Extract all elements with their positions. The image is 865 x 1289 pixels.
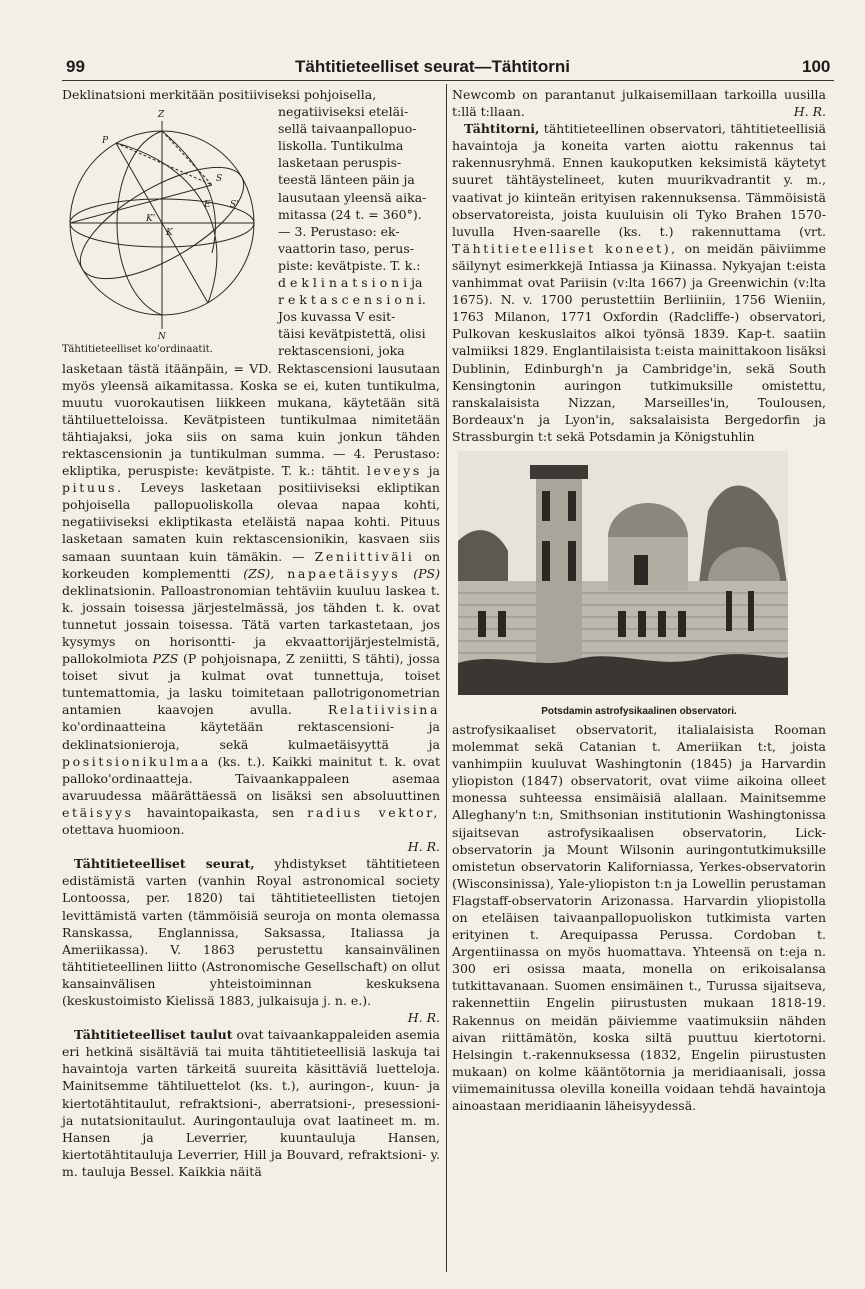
line-11: piste: kevätpiste. T. k.: <box>278 257 421 273</box>
signature-2: H. R. <box>407 1010 440 1026</box>
column-divider <box>446 84 447 1272</box>
page-number-left: 99 <box>66 57 85 76</box>
signature-1: H. R. <box>407 839 440 855</box>
line-5: lasketaan peruspis- <box>278 155 402 171</box>
label-k-prime: K' <box>146 214 156 225</box>
line-4: liskolla. Tuntikulma <box>278 138 404 154</box>
line-15: täisi kevätpistettä, olisi <box>278 326 426 342</box>
entry-societies: Tähtitieteelliset seurat, yhdistykset tähtitieteen edistämistä varten (vanhin Royal astronomical society Lontoossa, per. 1820) tai tähtitieteellisten tietojen levittämistä varten (tämmöisiä seuroja on monta olemassa Ranskassa, Englannissa, Saksassa, Italiassa ja Ameriikassa). V. 1863 perustettu kansainvälinen tähtitieteellinen liitto (Astronomische Gesellschaft) on ollut kansainvälisen yhteistoiminnan keskuksena (keskustoimisto Kielissä 1883, julkaisuja j. n. e.). <box>62 856 440 1008</box>
line-16: rektascensioni, joka <box>278 343 405 359</box>
potsdam-observatory-picture <box>458 451 788 695</box>
page-header <box>0 0 865 80</box>
observatory-photo <box>452 451 826 717</box>
celestial-sphere-diagram <box>62 103 262 339</box>
figure-caption: Tähtitieteelliset ko'ordinaatit. <box>62 344 213 356</box>
line-8: mitassa (24 t. = 360°). <box>278 206 422 222</box>
line-10: vaattorin taso, perus- <box>278 240 414 256</box>
line-6: teestä länteen päin ja <box>278 172 415 188</box>
line-9: — 3. Perustaso: ek- <box>278 223 400 239</box>
right-column <box>452 86 826 1114</box>
header-rule <box>62 80 834 81</box>
label-s-prime: S' <box>230 200 239 211</box>
entry-heading-societies: Tähtitieteelliset seurat, <box>74 856 255 872</box>
label-k: K <box>166 228 173 239</box>
left-column <box>62 86 440 1180</box>
label-n: N <box>158 332 166 340</box>
line-3: sellä taivaanpallopuo- <box>278 121 417 137</box>
running-title: Tähtitieteelliset seurat—Tähtitorni <box>295 57 570 76</box>
label-z: Z <box>158 110 165 121</box>
line-12: d e k l i n a t s i o n i ja <box>278 275 423 291</box>
line-14: Jos kuvassa V esit- <box>278 309 396 325</box>
label-s: S <box>216 174 223 185</box>
observatories-continuation: astrofysikaaliset observatorit, italialaisista Rooman molemmat sekä Catanian t. Ameriikan t:t, joista vanhimpiin kuuluvat Washingtonin (1845) ja Harvardin yliopiston (1847) observatorit, ovat viime aikoina olleet monessa suhteessa ensimäisiä alallaan. Mainitsemme Alleghany'n t:n, Smithsonian institutionin Washingtonissa sijaitsevan astrofysikaalisen observatorin, Lick-observatorin ja Mount Wilsonin auringontutkimuksille omistetun observatorin Kaliforniassa, Yerkes-observatorin (Wisconsinissa), Yale-yliopiston t:n ja Lowellin perustaman Flagstaff-observatorin Arizonassa. Harvardin yliopistolla on eteläisen taivaanpallopuoliskon tutkimista varten erityinen t. Arequipassa Perussa. Cordoban t. Argentiinassa on myös huomattava. Yhteensä on t:eja n. 300 eri osissa maata, monella on erikoisalansa tutkittavanaan. Suomen ensimäinen t., Turussa sijaitseva, rakennettiin Engelin piirustusten mukaan 1818-19. Rakennus on meidän päiviemme vaatimuksiin nähden aivan riittämätön, koska siltä puuttuu kiertotorni. Helsingin t.-rakennuksessa (1832, Engelin piirustusten mukaan) on kolme kääntötornia ja meridiaanisali, jossa viimemainitussa olevilla koneilla voidaan tehdä havaintoja ainoastaan meridiaanin läheisyydessä. <box>452 721 826 1114</box>
photo-caption: Potsdamin astrofysikaalinen observatori. <box>541 705 737 717</box>
coordinate-diagram <box>62 103 274 355</box>
label-e: E <box>204 200 211 211</box>
entry-observatory: Tähtitorni, tähtitieteellinen observatori, tähtitieteellisiä havaintoja ja koneita varten aiottu rakennus tai rakennusryhmä. Ennen kaukoputken keksimistä käytetyt suuret tähtäystelineet, kuten muurikvadrantit y. m., vaativat jo kiinteän erityisen rakennuksensa. Tämmöisistä observatoreista, joista kuuluisin oli Tyko Brahen 1570-luvulla Hven-saarelle (ks. t.) rakennuttama (vrt. Tähtitieteelliset koneet), on meidän päiviimme säilynyt esimerkkejä Intiassa ja Kiinassa. Nykyajan t:eista vanhimmat ovat Pariisin (v:lta 1667) ja Greenwichin (v:lta 1675). N. v. 1700 perustettiin Berliiniin, 1756 Wieniin, 1763 Milanon, 1771 Oxfordin (Radcliffe-) observatori, Pulkovan keskuslaitos alkoi työnsä 1839. Kap-t. saatiin valmiiksi 1829. Englantilaisista t:eista mainittakoon lisäksi Dublinin, Edinburgh'n ja Cambridge'in, sekä South Kensingtonin auringon tutkimuksille omistettu, ranskalaisista Nizzan, Marseilles'in, Toulousen, Bordeaux'n ja Lyon'in, saksalaisista Bergedorfin ja Strassburgin t:t sekä Potsdamin ja Königstuhlin <box>452 121 826 444</box>
line-2: negatiiviseksi eteläi- <box>278 104 409 120</box>
line-13: r e k t a s c e n s i o n i. <box>278 292 426 308</box>
label-p: P <box>102 136 109 147</box>
entry-heading-tables: Tähtitieteelliset taulut <box>74 1027 233 1043</box>
first-line: Deklinatsioni merkitään positiiviseksi pohjoisella, <box>62 87 377 102</box>
line-7: lausutaan yleensä aika- <box>278 189 427 205</box>
newcomb-paragraph: Newcomb on parantanut julkaisemillaan tarkoilla uusilla t:llä t:llaan. H. R. <box>452 87 826 120</box>
entry-tables: Tähtitieteelliset taulut ovat taivaankappaleiden asemia eri hetkinä sisältäviä tai muita tähtitieteellisiä laskuja tai havaintoja varten tärkeitä suureita käsittäviä luetteloja. Mainitsemme tähtiluettelot (ks. t.), auringon-, kuun- ja kiertotähtitaulut, refraktsioni-, aberratsioni-, presessioni- ja nutatsionitaulut. Auringontauluja ovat laatineet m. m. Hansen ja Leverrier, kuuntauluja Hansen, kiertotähtitauluja Leverrier, Hill ja Bouvard, refraktsioni- y. m. tauluja Bessel. Kaikkia näitä <box>62 1027 440 1179</box>
entry-heading-observatory: Tähtitorni, <box>464 121 540 137</box>
page-number-right: 100 <box>802 57 831 76</box>
coordinates-paragraph: lasketaan tästä itäänpäin, = VD. Rektascensioni lausutaan myös yleensä aikamitassa. Koska se ei, kuten tuntikulma, muutu vuorokautisen liikkeen mukana, käytetään sitä tähtiluetteloissa. Kevätpisteen tuntikulmaa nimitetään tähtiajaksi, joka siis on sama kuin jonkun tähden rektascensionin ja tuntikulman summa. — 4. Perustaso: ekliptika, peruspiste: kevätpiste. T. k.: tähtit. leveys ja pituus. Leveys lasketaan positiiviseksi ekliptikan pohjoisella pallopuoliskolla olevaa napaa kohti, negatiiviseksi ekliptikasta eteläistä napaa kohti. Pituus lasketaan samaten kuin rektascensionikin, kasvaen siis samaan suuntaan kuin tämäkin. — Zeniittiväli on korkeuden komplementti (ZS), napaetäisyys (PS) deklinatsionin. Palloastronomian tehtäviin kuuluu laskea t. k. jossain toisessa järjestelmässä, jos tähden t. k. ovat tunnetut jossain toisessa. Tätä varten tarkastetaan, jos kysymys on horisontti- ja ekvaattorijärjestelmistä, pallokolmiota PZS (P pohjoisnapa, Z zeniitti, S tähti), jossa toiset sivut ja kulmat ovat tunnettuja, toiset tuntemattomia, ja lasku toimitetaan pallotrigonometrian antamien kaavojen avulla. Relatiivisina ko'ordinaatteina käytetään rektascensioni- ja deklinatsionieroja, sekä kulmaetäisyyttä ja positsionikulmaa (ks. t.). Kaikki mainitut t. k. ovat palloko'ordinaatteja. Taivaankappaleen asemaa avaruudessa määrättäessä on lisäksi sen absoluuttinen etäisyys havaintopaikasta, sen radius vektor, otettava huomioon. <box>62 360 441 838</box>
